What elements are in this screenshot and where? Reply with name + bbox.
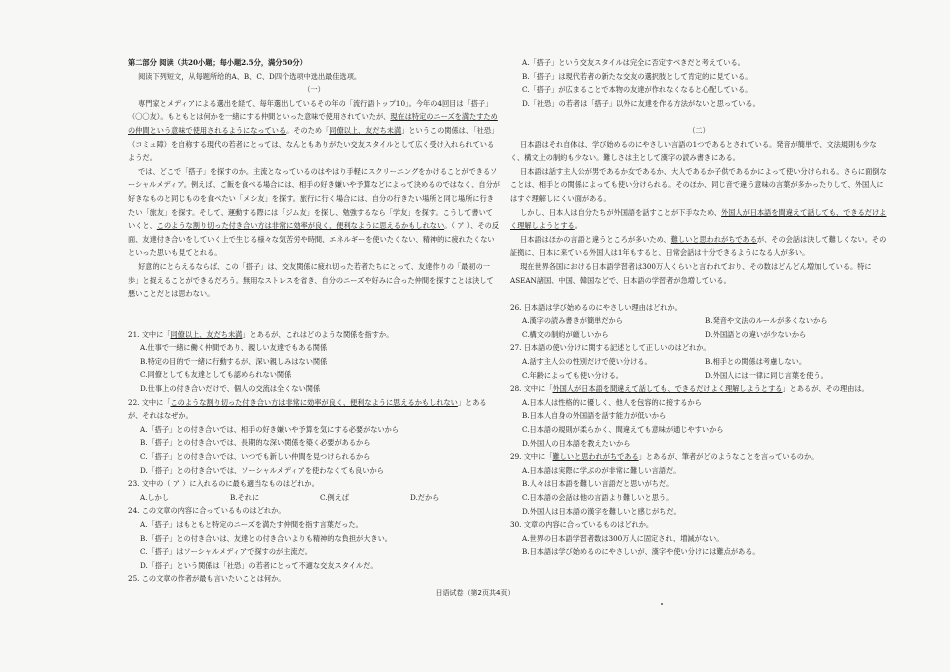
passage2-paragraph-3: しかし、日本人は自分たちが外国語を話すことが下手なため、外国人が日本語を間違えて話しても、できるだけよく理解しようとする。 — [510, 207, 887, 231]
option-row — [510, 314, 888, 328]
option: A.しかし — [140, 492, 170, 502]
option: A.世界の日本語学習者数は300万人に固定され、増減がない。 — [522, 533, 724, 543]
option: C.構文の制約が厳しいから — [522, 329, 609, 339]
page-footer: 日语试卷（第2页共4页） — [435, 589, 515, 597]
left-column — [128, 56, 500, 586]
option: D.だから — [410, 492, 440, 502]
option: D.「搭子」という関係は「社恐」の若者にとって不適な交友スタイルだ。 — [140, 560, 378, 570]
passage2-paragraph-5: 現在世界各国における日本語学習者は300万人くらいと言われており、その数はどんどん増加している。特にASEAN諸国、中国、韓国などで、日本語の学習者が急増している。 — [510, 261, 872, 285]
option: B.「搭子」との付き合いは、友達との付き合いよりも精神的な負担が大きい。 — [140, 533, 392, 543]
passage2-paragraph-4: 日本語はほかの言語と違うところが多いため、難しいと思われがちであるが、その会話は決して難しくない。その証拠に、日本に来ている外国人は1年もすると、日常会話は十分できるようになる人が多い。 — [510, 234, 887, 258]
question-22 — [128, 396, 500, 478]
option: C.「搭子」との付き合いでは、いつでも新しい仲間を見つけられるから — [140, 452, 371, 462]
option: A.仕事で一緒に働く仲間であり、親しい友達でもある関係 — [140, 343, 328, 353]
option: D.外国語との違いが少ないから — [705, 329, 807, 339]
question-stem: 29. 文中に「難しいと思われがちである」とあるが、筆者がどのようなことを言っているのか。 — [510, 452, 819, 462]
option-row — [510, 369, 888, 383]
instructions: 阅读下列短文，从每题所给的A、B、C、D四个选项中选出最佳选项。 — [138, 71, 362, 81]
option: A.「搭子」との付き合いでは、相手の好き嫌いや予算を気にする必要がないから — [140, 424, 400, 434]
option: D.「社恐」の若者は「搭子」以外に友達を作る方法がないと思っている。 — [522, 98, 760, 108]
option: A.日本人は性格的に優しく、他人を包容的に接するから — [522, 397, 702, 407]
option: D.仕事上の付き合いだけで、個人の交流は全くない関係 — [140, 384, 321, 394]
underlined-text: 外国人が日本語を間違えて話しても、できるだけよく理解しようとする — [510, 207, 887, 231]
passage2-paragraph-2: 日本語は話す主人公が男であるか女であるか、大人であるか子供であるかによって使い分けられる。さらに面倒なことは、相手との関係によっても使い分けられる。そのほか、同じ音で違う意味の言葉が多かったりして、外国人にはすぐ理解しにくい面がある。 — [510, 166, 887, 203]
question-29 — [510, 450, 888, 518]
passage1-paragraph-3: 好意的にとらえるならば、この「搭子」は、交友関係に疲れ切った若者たちにとって、友達作りの「最初の一歩」と捉えることができるだろう。無用なストレスを省き、自分のニーズや好みに合った仲間を探すことは決して悪いことだとは思わない。 — [128, 261, 494, 299]
option: D.「搭子」との付き合いでは、ソーシャルメディアを使わなくても良いから — [140, 465, 384, 475]
question-stem: 26. 日本語は学び始めるのにやさしい理由はどれか。 — [510, 302, 682, 312]
option: A.日本語は実際に学ぶのが非常に難しい言語だ。 — [522, 465, 681, 475]
question-stem: 23. 文中の（ ア ）に入れるのに最も適当なものはどれか。 — [128, 479, 319, 489]
passage1-paragraph-1: 専門家とメディアによる選出を経て、毎年選出しているその年の「流行語トップ10」。今年の4回目は「搭子」（〇〇友）。もともとは何かを一緒にする仲間といった意味で使用されていたが、現在は特定のニーズを満たすための仲間という意味で使用されるようになっている。そのため「同僚以上、友だち未満」というこの関係は、「社恐」（コミュ障）を自称する現代の若者にとっては、なんともありがたい交友スタイルとして広く受け入れられているようだ。 — [128, 98, 499, 163]
option: D.外国人には一律に同じ言葉を使う。 — [705, 370, 828, 380]
question-stem: 28. 文中に「外国人が日本語を間違えて話しても、できるだけよく理解しようとする」とあるが、その理由は。 — [510, 384, 869, 394]
option: C.「搭子」はソーシャルメディアで探すのが主流だ。 — [140, 547, 312, 557]
option: C.年齢によっても使い分ける。 — [522, 370, 623, 380]
option: D.外国人は日本語の漢字を難しいと感じがちだ。 — [522, 506, 681, 516]
option: B.特定の目的で一緒に行動するが、深い親しみはない関係 — [140, 356, 328, 366]
option: B.人々は日本語を難しい言語だと思いがちだ。 — [522, 479, 674, 489]
question-28 — [510, 382, 888, 450]
option: B.相手との関係は考慮しない。 — [705, 357, 807, 367]
question-30 — [510, 518, 888, 559]
option: C.日本語の規則が柔らかく、間違えても意味が通じやすいから — [522, 425, 724, 435]
option: B.「搭子」は現代若者の新たな交友の選択肢として肯定的に見ている。 — [522, 71, 753, 81]
option: C.日本語の会話は他の言語より難しいと思う。 — [522, 493, 674, 502]
option: A.話す主人公の性別だけで使い分ける。 — [522, 357, 652, 367]
passage2-paragraph-1: 日本語はそれ自体は、学び始めるのにやさしい言語の1つであるとされている。発音が簡単で、文法規則も少なく、構文上の制約も少ない。難しさは主として漢字の読み書きにある。 — [510, 139, 877, 163]
question-23 — [128, 477, 500, 504]
option: B.「搭子」との付き合いでは、長期的な深い関係を築く必要があるから — [140, 438, 371, 448]
option-row — [128, 491, 500, 505]
option-row — [510, 328, 888, 342]
option: C.例えば — [320, 492, 350, 502]
question-24 — [128, 504, 500, 572]
option: A.「搭子」はもともと特定のニーズを満たす仲間を指す言葉だった。 — [140, 520, 363, 529]
option: B.発音や文法のルールが多くないから — [705, 316, 828, 326]
option: C.同僚としても友達としても認められない関係 — [140, 370, 292, 380]
underlined-text: 同僚以上、友だち未満 — [329, 125, 402, 135]
underlined-text: 難しいと思われがちである — [670, 234, 757, 244]
question-stem: 22. 文中に「このような割り切った付き合い方は非常に効率が良く、便利なように思えるかもしれない」とあるが、それはなぜか。 — [128, 397, 487, 421]
option: D.外国人の日本語を教えたいから — [522, 438, 631, 448]
option: B.日本人自身の外国語を話す能力が低いから — [522, 411, 667, 421]
question-stem: 21. 文中に「同僚以上、友だち未満」とあるが、これはどのような関係を指すか。 — [128, 329, 394, 339]
passage1-label: （一） — [303, 85, 325, 95]
option: C.「搭子」が広まることで本物の友達が作れなくなると心配している。 — [522, 85, 753, 95]
speck — [661, 603, 663, 605]
option: A.漢字の読み書きが簡単だから — [522, 316, 623, 326]
underlined-text: このような割り切った付き合い方は非常に効率が良く、便利なように思えるかもしれない — [156, 221, 445, 231]
question-stem: 30. 文章の内容に合っているものはどれか。 — [510, 520, 654, 530]
underlined-text: 現在は特定のニーズを満たすための仲間という意味で使用されるようになっている — [128, 112, 498, 135]
section-title: 第二部分 阅读（共20小题；每小题2.5分，满分50分） — [128, 58, 307, 67]
right-column — [510, 56, 888, 559]
question-stem: 27. 日本語の使い分けに関する記述として正しいのはどれか。 — [510, 343, 711, 353]
question-26 — [510, 301, 888, 342]
option: B.日本語は学び始めるのにやさしいが、漢字や使い分けには難点がある。 — [522, 547, 760, 557]
option-row — [510, 355, 888, 369]
question-25-stem: 25. この文章の作者が最も言いたいことは何か。 — [128, 574, 286, 584]
passage1-paragraph-2: では、どこで「搭子」を探すのか。主流となっているのはやはり手軽にスクリーニングをかけることができるソーシャルメディア。例えば、ご飯を食べる場合には、相手の好き嫌いや予算などによって決めるのではなく、自分が好きなものと同じものを食べたい「メシ友」を探す。旅行に行く場合には、自分の行きたい場所と同じ場所に行きたい「旅友」を探す。そして、運動する際には「ジム友」を探し、勉強するなら「学友」を探す。こうして書いていくと、このような割り切った付き合い方は非常に効率が良く、便利なように思えるかもしれない。（ ア ）、その反面、友達付き合いをしていく上で生じる様々な気苦労や時間、エネルギーを使いたくない、精神的に疲れたくないといった思いも見てとれる。 — [128, 166, 500, 258]
option: A.「搭子」という交友スタイルは完全に否定すべきだと考えている。 — [522, 58, 745, 67]
option: B.それに — [230, 492, 260, 502]
question-27 — [510, 341, 888, 382]
passage2-label: （二） — [688, 125, 710, 135]
question-21 — [128, 328, 500, 396]
question-stem: 24. この文章の内容に合っているものはどれか。 — [128, 506, 286, 516]
